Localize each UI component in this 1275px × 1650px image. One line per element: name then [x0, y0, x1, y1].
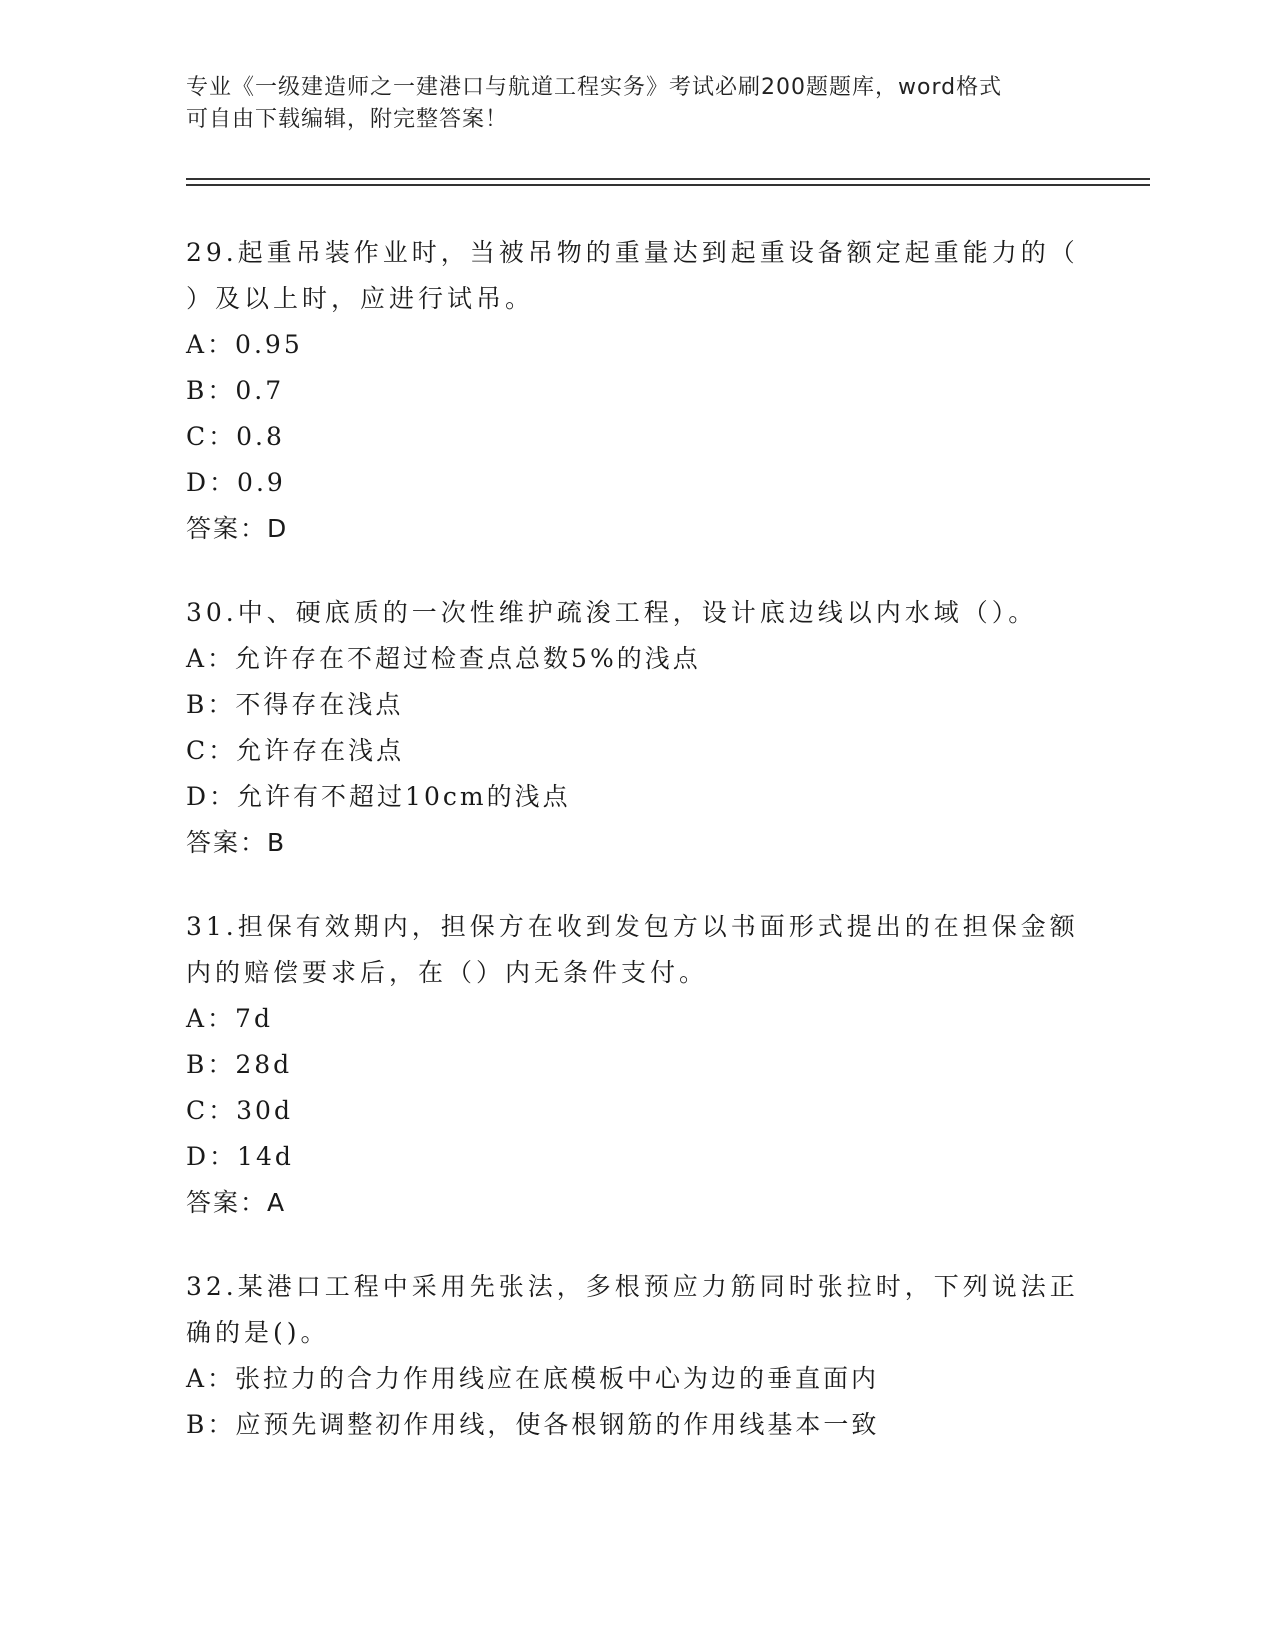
question-stem: 30.中、硬底质的一次性维护疏浚工程，设计底边线以内水域（）。 — [186, 598, 1038, 627]
option-b: B：不得存在浅点 — [186, 690, 404, 719]
question-stem: 确的是()。 — [186, 1318, 330, 1347]
header-line-1: 专业《一级建造师之一建港口与航道工程实务》考试必刷200题题库，word格式 — [186, 75, 1003, 100]
question-list — [186, 230, 1086, 1486]
option-c: C：允许存在浅点 — [186, 736, 405, 765]
option-b: B：28d — [186, 1050, 293, 1079]
option-d: D：14d — [186, 1142, 294, 1171]
option-d: D：0.9 — [186, 468, 286, 497]
answer-label: 答案：B — [186, 828, 287, 857]
question-31 — [186, 904, 1086, 1226]
option-d: D：允许有不超过10cm的浅点 — [186, 782, 571, 811]
question-stem: 31.担保有效期内，担保方在收到发包方以书面形式提出的在担保金额 — [186, 912, 1079, 941]
option-a: A：7d — [186, 1004, 273, 1033]
question-stem: 32.某港口工程中采用先张法，多根预应力筋同时张拉时，下列说法正 — [186, 1272, 1079, 1301]
question-29 — [186, 230, 1086, 552]
option-c: C：0.8 — [186, 422, 285, 451]
option-a: A：允许存在不超过检查点总数5%的浅点 — [186, 644, 701, 673]
option-b: B：0.7 — [186, 376, 285, 405]
question-stem: ）及以上时，应进行试吊。 — [186, 284, 535, 313]
header-divider-top — [186, 178, 1150, 180]
header-divider-bottom — [186, 184, 1150, 186]
option-b: B：应预先调整初作用线，使各根钢筋的作用线基本一致 — [186, 1410, 880, 1439]
option-a: A：0.95 — [186, 330, 303, 359]
document-header — [186, 72, 1086, 136]
header-line-2: 可自由下载编辑，附完整答案！ — [186, 107, 509, 132]
answer-label: 答案：A — [186, 1188, 287, 1217]
question-stem: 内的赔偿要求后，在（）内无条件支付。 — [186, 958, 709, 987]
question-32 — [186, 1264, 1086, 1448]
option-a: A：张拉力的合力作用线应在底模板中心为边的垂直面内 — [186, 1364, 880, 1393]
answer-label: 答案：D — [186, 514, 289, 543]
option-c: C：30d — [186, 1096, 293, 1125]
question-30 — [186, 590, 1086, 866]
question-stem: 29.起重吊装作业时，当被吊物的重量达到起重设备额定起重能力的（ — [186, 238, 1079, 267]
